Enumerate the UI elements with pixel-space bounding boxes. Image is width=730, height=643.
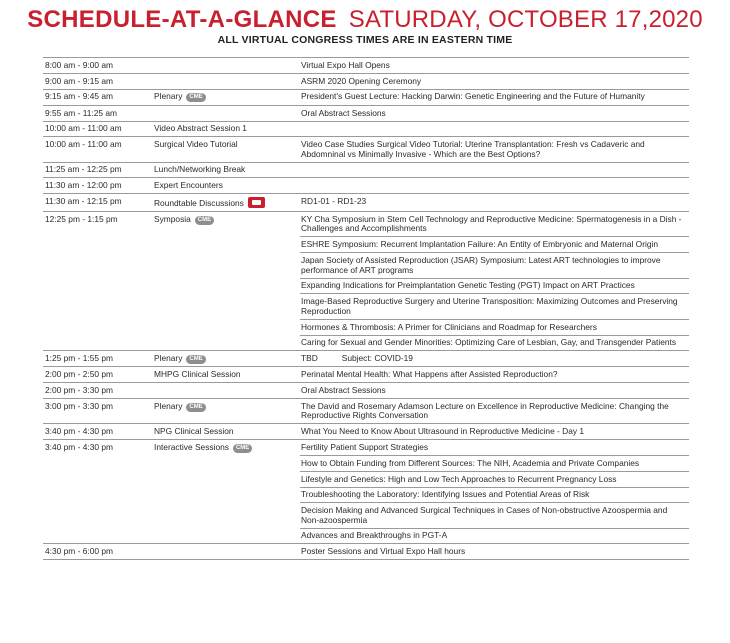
row-event: Plenary	[154, 400, 183, 411]
row-description: TBD	[301, 353, 318, 364]
row-time	[43, 294, 153, 319]
row-description: Hormones & Thrombosis: A Primer for Clinicians and Roadmap for Researchers	[300, 319, 689, 335]
row-event-cell	[153, 440, 300, 456]
row-description: Lifestyle and Genetics: High and Low Tech Approaches to Recurrent Pregnancy Loss	[300, 471, 689, 487]
row-description: President's Guest Lecture: Hacking Darwin: Genetic Engineering and the Future of Humanity	[300, 89, 689, 105]
row-description: KY Cha Symposium in Stem Cell Technology and Reproductive Medicine: Spermatogenesis in a Dish - Challenges and Accomplishments	[300, 212, 689, 237]
schedule-row	[43, 383, 689, 399]
schedule-row	[43, 137, 689, 162]
row-event: Plenary	[154, 91, 183, 102]
row-event	[153, 294, 300, 319]
schedule-row	[43, 399, 689, 424]
row-time: 9:00 am - 9:15 am	[43, 73, 153, 89]
schedule-row	[43, 212, 689, 237]
row-time: 11:30 am - 12:15 pm	[43, 194, 153, 212]
row-event	[153, 455, 300, 471]
row-event	[153, 487, 300, 503]
row-description: Japan Society of Assisted Reproduction (JSAR) Symposium: Latest ART technologies to improve performance of ART programs	[300, 253, 689, 278]
row-description: ASRM 2020 Opening Ceremony	[300, 73, 689, 89]
schedule-row	[43, 319, 689, 335]
schedule-row	[43, 440, 689, 456]
title-main: SCHEDULE-AT-A-GLANCE	[27, 6, 337, 33]
row-time	[43, 237, 153, 253]
row-description: Virtual Expo Hall Opens	[300, 58, 689, 74]
row-description: Caring for Sexual and Gender Minorities: Optimizing Care of Lesbian, Gay, and Transgender Patients	[300, 335, 689, 351]
schedule-row	[43, 162, 689, 178]
row-event: Expert Encounters	[153, 178, 300, 194]
schedule-row	[43, 294, 689, 319]
row-event: NPG Clinical Session	[153, 424, 300, 440]
schedule-row	[43, 58, 689, 74]
schedule-row	[43, 424, 689, 440]
row-time: 2:00 pm - 3:30 pm	[43, 383, 153, 399]
row-description: Perinatal Mental Health: What Happens after Assisted Reproduction?	[300, 367, 689, 383]
schedule-row	[43, 194, 689, 212]
row-time	[43, 487, 153, 503]
row-event	[153, 383, 300, 399]
page-header	[0, 0, 730, 47]
cme-badge: CME	[186, 355, 205, 364]
schedule-row	[43, 503, 689, 528]
row-event	[153, 503, 300, 528]
schedule-row	[43, 455, 689, 471]
row-time: 3:00 pm - 3:30 pm	[43, 399, 153, 424]
schedule-row	[43, 544, 689, 560]
row-description: How to Obtain Funding from Different Sources: The NIH, Academia and Private Companies	[300, 455, 689, 471]
row-event: Symposia	[154, 213, 191, 224]
row-description	[300, 121, 689, 137]
row-event-cell	[153, 399, 300, 424]
schedule-row	[43, 105, 689, 121]
row-event	[153, 319, 300, 335]
cme-badge: CME	[195, 216, 214, 225]
ticket-icon	[248, 197, 265, 208]
row-description: What You Need to Know About Ultrasound in Reproductive Medicine - Day 1	[300, 424, 689, 440]
row-event-cell	[153, 194, 300, 212]
row-time	[43, 335, 153, 351]
schedule-row	[43, 253, 689, 278]
row-description: Oral Abstract Sessions	[300, 383, 689, 399]
row-event-cell	[153, 351, 300, 367]
row-event	[153, 58, 300, 74]
page-title	[0, 6, 730, 34]
schedule-row	[43, 528, 689, 544]
row-event: Video Abstract Session 1	[153, 121, 300, 137]
row-time: 3:40 pm - 4:30 pm	[45, 441, 113, 452]
row-event	[153, 105, 300, 121]
row-time: 9:15 am - 9:45 am	[43, 89, 153, 105]
schedule-row	[43, 178, 689, 194]
row-description: Expanding Indications for Preimplantation Genetic Testing (PGT) Impact on ART Practices	[300, 278, 689, 294]
row-description: Decision Making and Advanced Surgical Techniques in Cases of Non-obstructive Azoospermia and Non-azoospermia	[300, 503, 689, 528]
row-time: 10:00 am - 11:00 am	[43, 121, 153, 137]
row-event	[153, 253, 300, 278]
row-description: Fertility Patient Support Strategies	[300, 440, 689, 456]
row-time: 9:55 am - 11:25 am	[43, 105, 153, 121]
row-event	[153, 471, 300, 487]
row-time: 4:30 pm - 6:00 pm	[43, 544, 153, 560]
row-event: MHPG Clinical Session	[153, 367, 300, 383]
row-event: Surgical Video Tutorial	[153, 137, 300, 162]
row-description: The David and Rosemary Adamson Lecture on Excellence in Reproductive Medicine: Changing the Reproductive Rights Conversation	[300, 399, 689, 424]
row-subject: Subject: COVID-19	[341, 353, 413, 364]
page-subtitle: ALL VIRTUAL CONGRESS TIMES ARE IN EASTERN TIME	[217, 34, 513, 46]
row-event	[153, 544, 300, 560]
row-description: RD1-01 - RD1-23	[300, 194, 689, 212]
row-event	[153, 73, 300, 89]
row-time: 2:00 pm - 2:50 pm	[43, 367, 153, 383]
schedule-row	[43, 121, 689, 137]
row-description	[300, 162, 689, 178]
row-event	[153, 278, 300, 294]
row-time: 12:25 pm - 1:15 pm	[45, 213, 118, 224]
row-time: 11:25 am - 12:25 pm	[43, 162, 153, 178]
title-date: SATURDAY, OCTOBER 17,2020	[348, 6, 703, 33]
row-event: Interactive Sessions	[154, 441, 229, 452]
row-event: Lunch/Networking Break	[153, 162, 300, 178]
cme-badge: CME	[233, 444, 252, 453]
row-time	[43, 471, 153, 487]
schedule-row	[43, 487, 689, 503]
row-event	[153, 528, 300, 544]
row-event	[153, 335, 300, 351]
row-description	[300, 178, 689, 194]
row-description: ESHRE Symposium: Recurrent Implantation Failure: An Entity of Embryonic and Maternal Origin	[300, 237, 689, 253]
row-time	[43, 528, 153, 544]
row-description: Poster Sessions and Virtual Expo Hall hours	[300, 544, 689, 560]
schedule-table	[43, 57, 689, 560]
schedule-row	[43, 237, 689, 253]
row-time	[43, 253, 153, 278]
row-time: 10:00 am - 11:00 am	[43, 137, 153, 162]
row-description: Video Case Studies Surgical Video Tutorial: Uterine Transplantation: Fresh vs Cadaveric and Abdomninal vs Minimally Invasive - Which are the Best Options?	[300, 137, 689, 162]
row-time: 8:00 am - 9:00 am	[43, 58, 153, 74]
schedule-row	[43, 471, 689, 487]
row-time: 3:40 pm - 4:30 pm	[43, 424, 153, 440]
row-description: Advances and Breakthroughs in PGT-A	[300, 528, 689, 544]
row-description: Troubleshooting the Laboratory: Identifying Issues and Potential Areas of Risk	[300, 487, 689, 503]
schedule-row	[43, 335, 689, 351]
cme-badge: CME	[186, 93, 205, 102]
row-time	[43, 319, 153, 335]
row-event	[153, 237, 300, 253]
row-event: Roundtable Discussions	[154, 198, 244, 209]
row-description: Oral Abstract Sessions	[300, 105, 689, 121]
row-event-cell	[153, 89, 300, 105]
schedule-row	[43, 351, 689, 367]
row-time: 11:30 am - 12:00 pm	[43, 178, 153, 194]
cme-badge: CME	[186, 403, 205, 412]
row-event-cell	[153, 212, 300, 237]
row-event: Plenary	[154, 353, 183, 364]
schedule-row	[43, 89, 689, 105]
schedule-row	[43, 73, 689, 89]
row-time	[43, 503, 153, 528]
row-description: Image-Based Reproductive Surgery and Uterine Transposition: Maximizing Outcomes and Preserving Reproduction	[300, 294, 689, 319]
row-description-cell	[300, 351, 689, 367]
row-time	[43, 455, 153, 471]
schedule-row	[43, 367, 689, 383]
row-time: 1:25 pm - 1:55 pm	[43, 351, 153, 367]
schedule-row	[43, 278, 689, 294]
row-time	[43, 278, 153, 294]
